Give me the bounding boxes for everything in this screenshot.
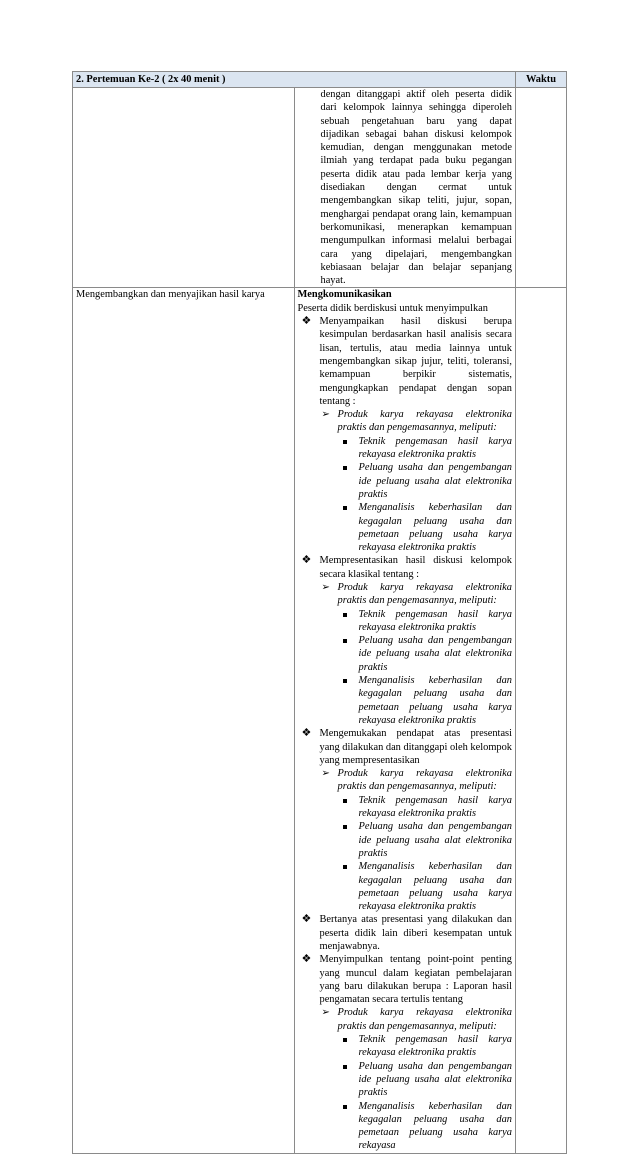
- time-column-header: Waktu: [516, 72, 567, 88]
- arrow-bullet-icon: ➢: [321, 1007, 330, 1019]
- sub-point-list: [320, 1006, 513, 1152]
- square-bullet-icon: [343, 613, 347, 617]
- detail-item: [338, 820, 513, 860]
- square-bullet-icon: [343, 1038, 347, 1042]
- arrow-bullet-icon: ➢: [321, 581, 330, 593]
- lesson-plan-table: [72, 71, 567, 1154]
- detail-item-text: Teknik pengemasan hasil karya rekayasa elektronika praktis: [358, 794, 512, 820]
- arrow-bullet-icon: ➢: [321, 768, 330, 780]
- activity-point-text: Menyampaikan hasil diskusi berupa kesimpulan berdasarkan hasil analisis secara lisan, tertulis, atau media lainnya untuk mengembangkan sikap jujur, teliti, toleransi, kemampuan berpikir sistematis, mengungkapkan pendapat dengan sopan tentang :: [319, 316, 512, 407]
- detail-item-text: Menganalisis keberhasilan dan kegagalan peluang usaha dan pemetaan peluang usaha karya rekayasa elektronika praktis: [358, 675, 512, 726]
- sub-point-list: [320, 767, 513, 913]
- activity-intro: Peserta didik berdiskusi untuk menyimpulkan: [297, 302, 488, 314]
- diamond-bullet-icon: ❖: [301, 953, 312, 966]
- detail-item: [338, 794, 513, 821]
- detail-item: [338, 501, 513, 554]
- square-bullet-icon: [343, 440, 347, 444]
- sub-point: [320, 1006, 513, 1152]
- square-bullet-icon: [343, 865, 347, 869]
- activity-title: Mengkomunikasikan: [297, 289, 392, 301]
- detail-item: [338, 435, 513, 462]
- detail-item: [338, 634, 513, 674]
- sub-point: [320, 408, 513, 554]
- sub-point-text: Produk karya rekayasa elektronika praktis dan pengemasannya, meliputi:: [337, 409, 512, 434]
- detail-list: [338, 1033, 513, 1153]
- activity-point: [298, 315, 513, 554]
- detail-item: [338, 1033, 513, 1060]
- activity-cell: [294, 88, 516, 288]
- detail-item-text: Peluang usaha dan pengembangan ide peluang usaha alat elektronika praktis: [358, 1060, 512, 1099]
- table-row-continuation: [73, 88, 567, 288]
- detail-item-text: Menganalisis keberhasilan dan kegagalan peluang usaha dan pemetaan peluang usaha karya rekayasa elektronika praktis: [358, 861, 512, 913]
- detail-item-text: Peluang usaha dan pengembangan ide peluang usaha alat elektronika praktis: [358, 462, 512, 500]
- activity-points-list: [298, 315, 513, 1153]
- continuation-paragraph: dengan ditanggapi aktif oleh peserta didik dari kelompok lainnya sehingga diperoleh sebuah pengetahuan baru yang dapat dijadikan sebagai bahan diskusi kelompok kemudian, dengan menggunakan metode ilmiah yang terdapat pada buku pegangan peserta didik atau pada lembar kerja yang disediakan dengan cermat untuk mengembangkan sikap teliti, jujur, sopan, menghargai pendapat orang lain, kemampuan berkomunikasi, menerapkan kemampuan mengumpulkan informasi melalui berbagai cara yang dipelajari, mengembangkan kebiasaan belajar dan belajar sepanjang hayat.: [320, 89, 512, 287]
- activity-point-text: Mengemukakan pendapat atas presentasi yang dilakukan dan ditanggapi oleh kelompok yang mempresentasikan: [319, 728, 512, 766]
- detail-item-text: Teknik pengemasan hasil karya rekayasa elektronika praktis: [358, 435, 512, 461]
- meeting-title: 2. Pertemuan Ke-2 ( 2x 40 menit ): [73, 72, 516, 88]
- sub-point-text: Produk karya rekayasa elektronika praktis dan pengemasannya, meliputi:: [337, 581, 512, 607]
- activity-point: [298, 913, 513, 953]
- detail-list: [338, 794, 513, 914]
- detail-item: [338, 860, 513, 913]
- sub-point: [320, 581, 513, 727]
- detail-item: [338, 461, 513, 501]
- time-cell: [516, 288, 567, 1153]
- detail-item: [338, 1100, 513, 1153]
- square-bullet-icon: [343, 799, 347, 803]
- square-bullet-icon: [343, 1105, 347, 1109]
- square-bullet-icon: [343, 466, 347, 470]
- activity-point-text: Mempresentasikan hasil diskusi kelompok secara klasikal tentang :: [319, 555, 512, 580]
- time-cell: [516, 88, 567, 288]
- sub-point-text: Produk karya rekayasa elektronika praktis dan pengemasannya, meliputi:: [337, 768, 512, 793]
- diamond-bullet-icon: ❖: [301, 554, 312, 567]
- detail-item: [338, 1060, 513, 1100]
- detail-item-text: Menganalisis keberhasilan dan kegagalan peluang usaha dan pemetaan peluang usaha karya rekayasa: [358, 1100, 512, 1152]
- activity-point-text: Bertanya atas presentasi yang dilakukan dan peserta didik lain diberi kesempatan untuk menjawabnya.: [319, 914, 512, 952]
- arrow-bullet-icon: ➢: [321, 409, 330, 421]
- detail-item-text: Teknik pengemasan hasil karya rekayasa elektronika praktis: [358, 1034, 512, 1059]
- activity-cell: [294, 288, 516, 1153]
- square-bullet-icon: [343, 825, 347, 829]
- sub-point-list: [320, 408, 513, 554]
- square-bullet-icon: [343, 506, 347, 510]
- diamond-bullet-icon: ❖: [301, 727, 312, 740]
- square-bullet-icon: [343, 639, 347, 643]
- sub-point: [320, 767, 513, 913]
- square-bullet-icon: [343, 1065, 347, 1069]
- activity-point: [298, 953, 513, 1152]
- table-row-communicating: [73, 288, 567, 1153]
- sub-point-text: Produk karya rekayasa elektronika praktis dan pengemasannya, meliputi:: [337, 1007, 512, 1032]
- activity-point: [298, 727, 513, 913]
- square-bullet-icon: [343, 679, 347, 683]
- table-header-row: [73, 72, 567, 88]
- stage-cell: Mengembangkan dan menyajikan hasil karya: [73, 288, 295, 1153]
- stage-cell-empty: [73, 88, 295, 288]
- activity-point-text: Menyimpulkan tentang point-point penting yang muncul dalam kegiatan pembelajaran yang baru dilakukan berupa : Laporan hasil pengamatan secara tertulis tentang: [319, 954, 512, 1006]
- sub-point-list: [320, 581, 513, 727]
- diamond-bullet-icon: ❖: [301, 913, 312, 926]
- detail-list: [338, 435, 513, 555]
- detail-item-text: Menganalisis keberhasilan dan kegagalan peluang usaha dan pemetaan peluang usaha karya rekayasa elektronika praktis: [358, 502, 512, 554]
- activity-point: [298, 554, 513, 727]
- detail-item-text: Peluang usaha dan pengembangan ide peluang usaha alat elektronika praktis: [358, 821, 512, 859]
- detail-list: [338, 608, 513, 728]
- detail-item: [338, 674, 513, 727]
- detail-item-text: Peluang usaha dan pengembangan ide peluang usaha alat elektronika praktis: [358, 635, 512, 673]
- detail-item: [338, 608, 513, 635]
- detail-item-text: Teknik pengemasan hasil karya rekayasa elektronika praktis: [358, 608, 512, 633]
- diamond-bullet-icon: ❖: [301, 315, 312, 328]
